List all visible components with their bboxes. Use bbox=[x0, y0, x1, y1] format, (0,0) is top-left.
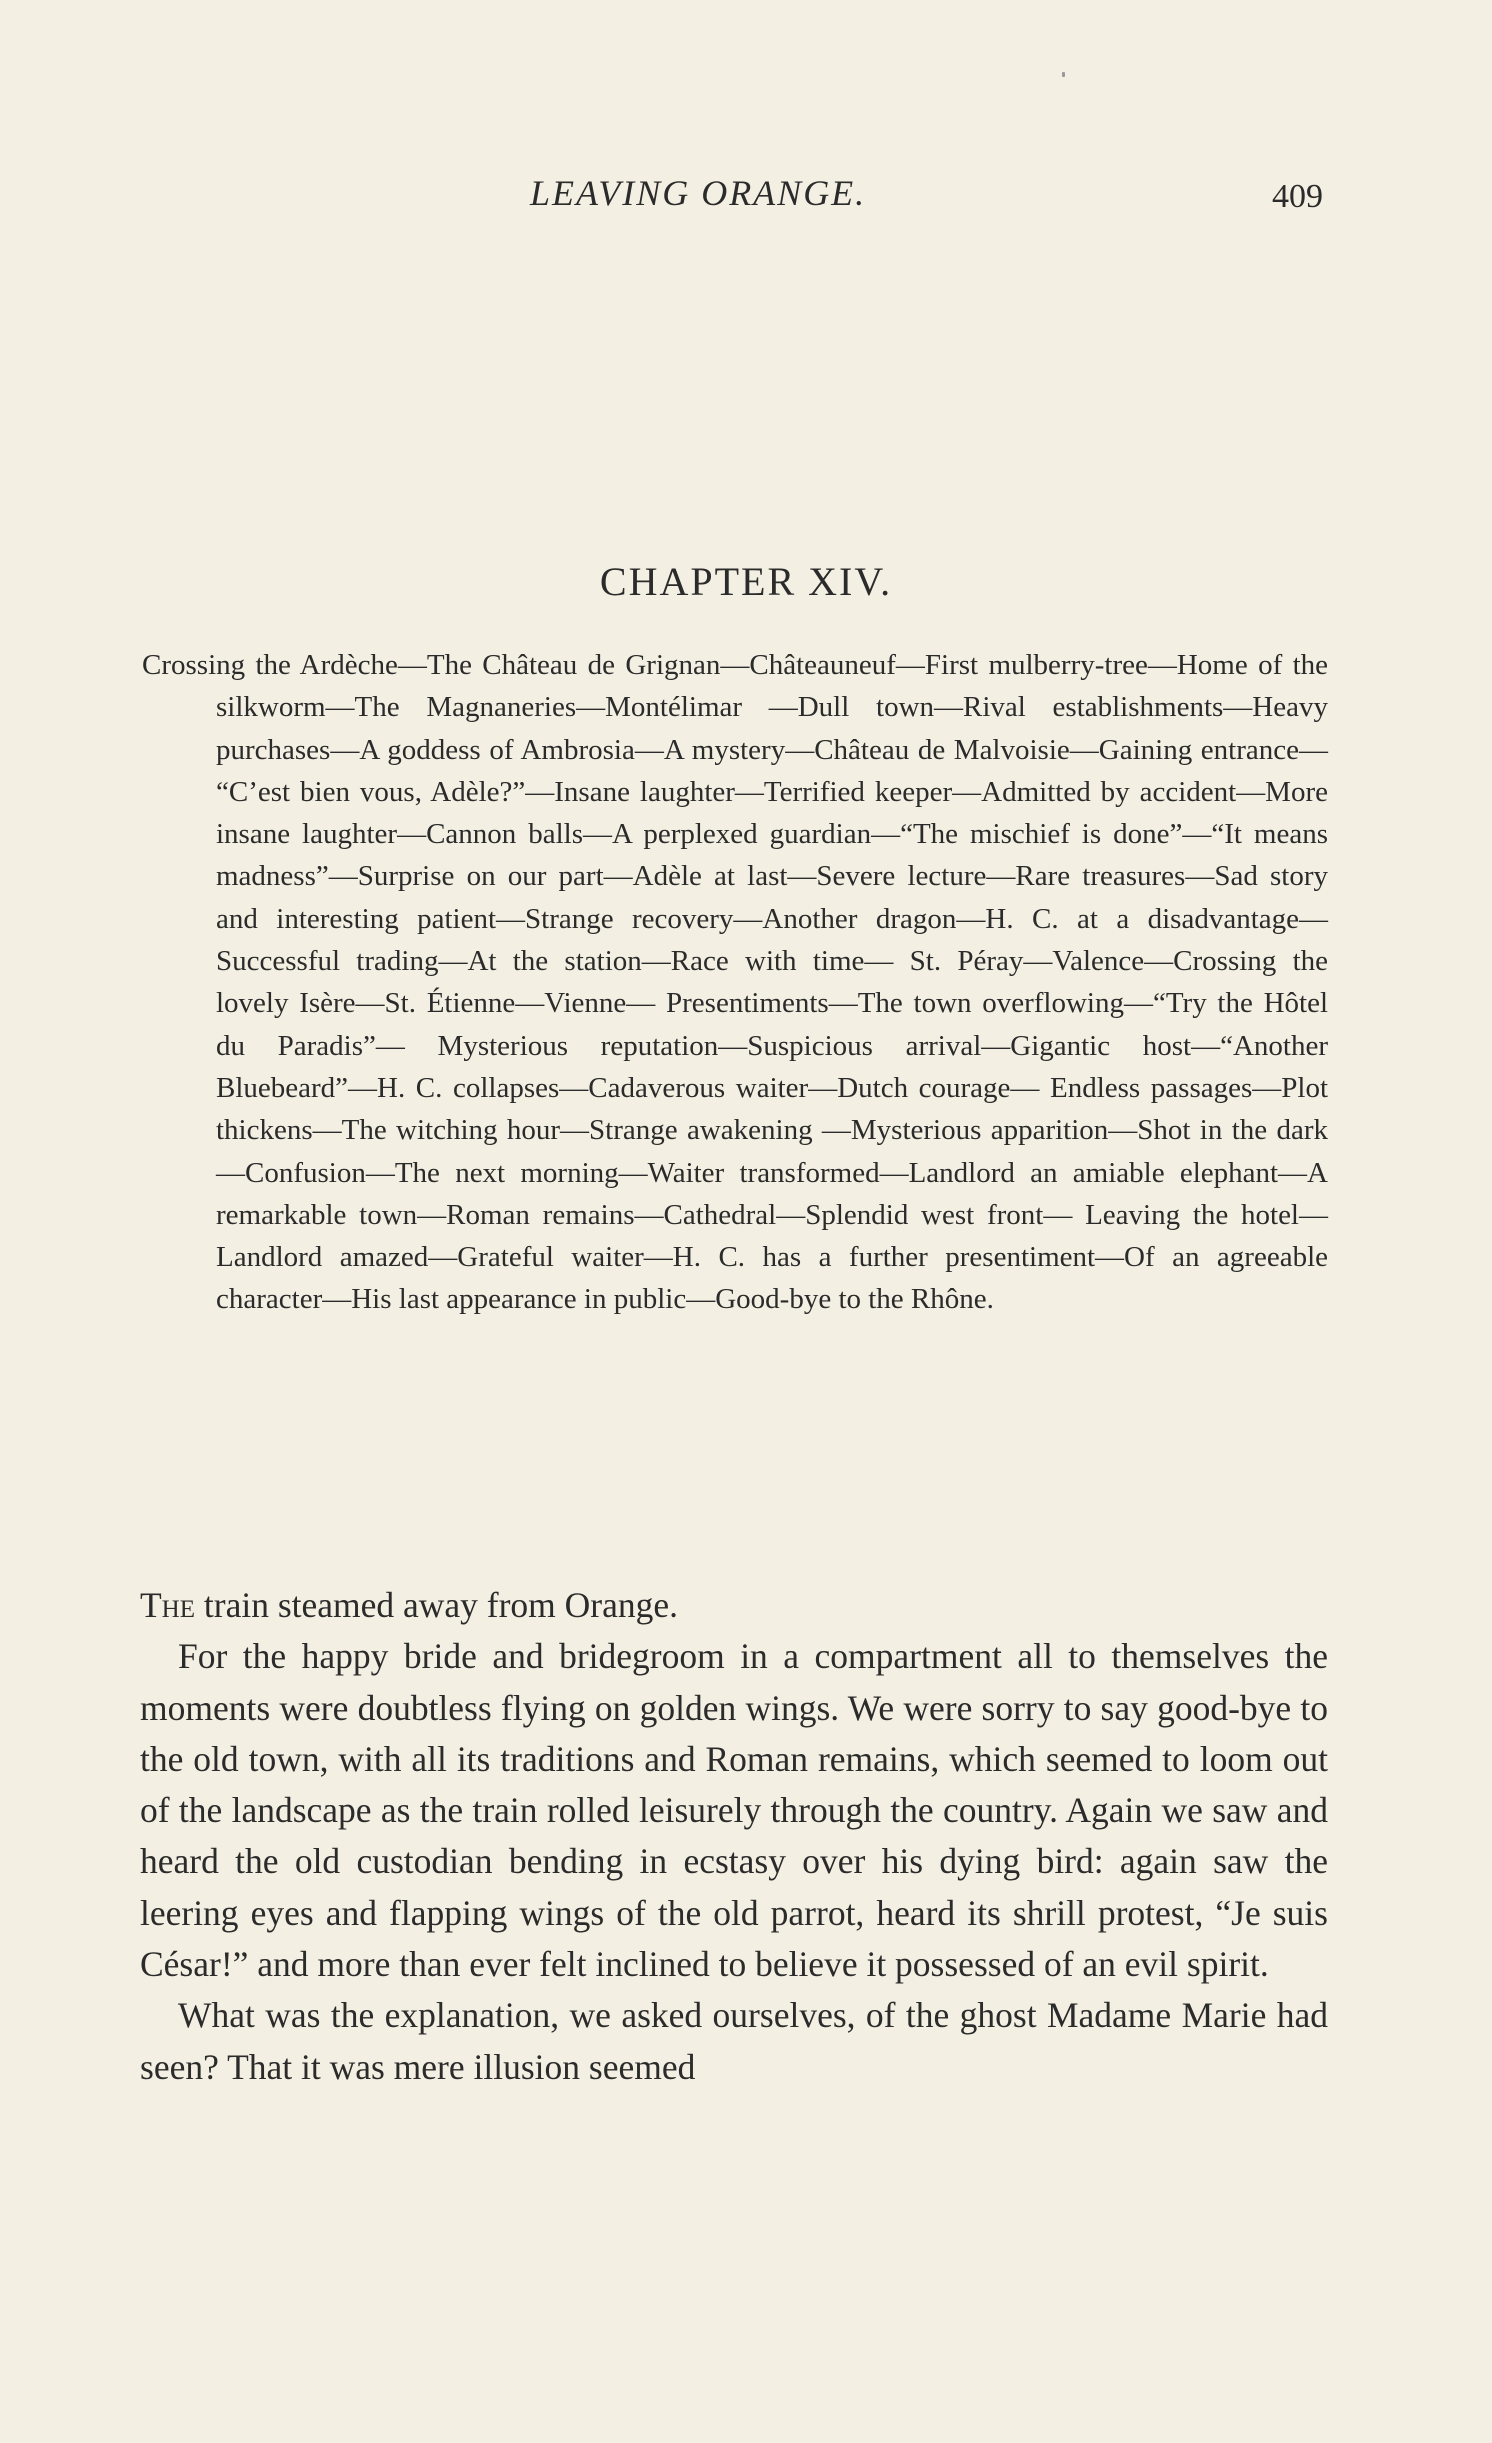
synopsis-text: Crossing the Ardèche—The Château de Grignan—Châteauneuf—First mulberry-tree—Home of the silkworm—The Magnaneries—Montélimar —Dull town—Rival establishments—Heavy purchases—A goddess of Ambrosia—A mystery—Château de Malvoisie—Gaining entrance— “C’est bien vous, Adèle?”—Insane laughter—Terrified keeper—Admitted by accident—More insane laughter—Cannon balls—A perplexed guardian—“The mischief is done”—“It means madness”—Surprise on our part—Adèle at last—Severe lecture—Rare treasures—Sad story and interesting patient—Strange recovery—Another dragon—H. C. at a disadvantage—Successful trading—At the station—Race with time— St. Péray—Valence—Crossing the lovely Isère—St. Étienne—Vienne— Presentiments—The town overflowing—“Try the Hôtel du Paradis”— Mysterious reputation—Suspicious arrival—Gigantic host—“Another Bluebeard”—H. C. collapses—Cadaverous waiter—Dutch courage— Endless passages—Plot thickens—The witching hour—Strange awakening —Mysterious apparition—Shot in the dark—Confusion—The next morning—Waiter transformed—Landlord an amiable elephant—A remarkable town—Roman remains—Cathedral—Splendid west front— Leaving the hotel—Landlord amazed—Grateful waiter—H. C. has a further presentiment—Of an agreeable character—His last appearance in public—Good-bye to the Rhône. bbox=[142, 649, 1328, 1316]
paragraph-1 bbox=[140, 1580, 1328, 1631]
paragraph-3: What was the explanation, we asked ourselves, of the ghost Madame Marie had seen? That it was mere illusion seemed bbox=[140, 1995, 1328, 2087]
chapter-synopsis bbox=[142, 644, 1328, 1321]
running-head bbox=[0, 172, 1492, 232]
paragraph-1-lead: The bbox=[140, 1585, 196, 1625]
page-number: 409 bbox=[1272, 178, 1323, 215]
paper-speck bbox=[1062, 72, 1065, 77]
paragraph-2: For the happy bride and bridegroom in a compartment all to themselves the moments were doubtless flying on golden wings. We were sorry to say good-bye to the old town, with all its traditions and Roman remains, which seemed to loom out of the landscape as the train rolled leisurely through the country. Again we saw and heard the old custodian bending in ecstasy over his dying bird: again saw the leering eyes and flapping wings of the old parrot, heard its shrill protest, “Je suis César!” and more than ever felt inclined to believe it possessed of an evil spirit. bbox=[140, 1636, 1328, 1985]
running-title: LEAVING ORANGE. bbox=[530, 173, 867, 213]
body-text bbox=[140, 1580, 1328, 2093]
chapter-title: CHAPTER XIV. bbox=[599, 559, 893, 604]
paragraph-1-rest: train steamed away from Orange. bbox=[195, 1585, 679, 1625]
